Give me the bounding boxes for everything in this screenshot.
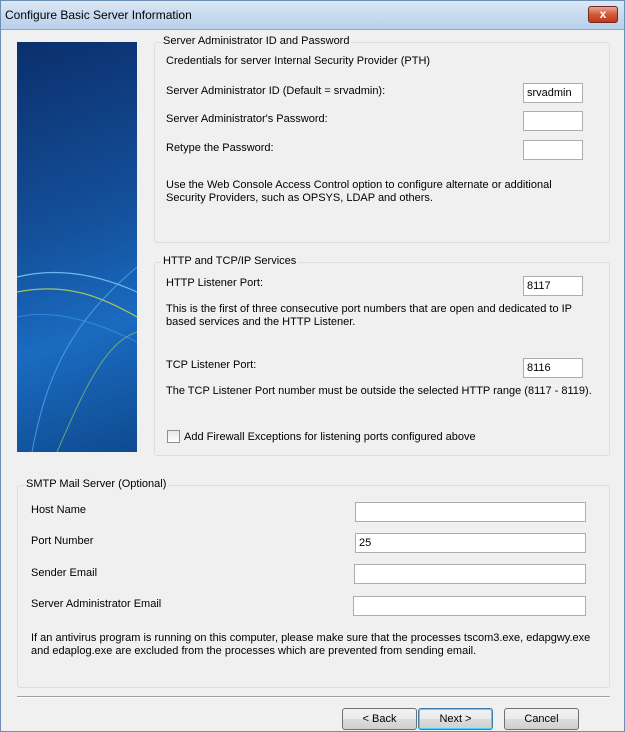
back-button[interactable]: < Back (342, 708, 417, 730)
close-icon: x (599, 7, 607, 21)
admin-id-label: Server Administrator ID (Default = srvadmin): (166, 85, 386, 97)
retype-password-label: Retype the Password: (166, 142, 274, 154)
sender-email-label: Sender Email (31, 567, 98, 579)
http-port-input[interactable]: 8117 (523, 276, 583, 296)
admin-group-legend: Server Administrator ID and Password (163, 35, 350, 47)
button-separator (17, 696, 610, 698)
antivirus-info-text: If an antivirus program is running on this computer, please make sure that the processes tscom3.exe, edapgwy.exe and edaplog.exe are excluded from the processes which are prevented from sending email. (31, 632, 591, 657)
sender-email-input[interactable] (354, 564, 586, 584)
http-port-info: This is the first of three consecutive port numbers that are open and dedicated to IP based services and the HTTP Listener. (166, 303, 572, 328)
password-label: Server Administrator's Password: (166, 113, 328, 125)
security-info-text: Use the Web Console Access Control option to configure alternate or additional Security Providers, such as OPSYS, LDAP and others. (166, 179, 552, 204)
host-name-input[interactable] (355, 502, 586, 522)
tcp-port-label: TCP Listener Port: (166, 359, 257, 371)
admin-email-input[interactable] (353, 596, 586, 616)
smtp-group-legend: SMTP Mail Server (Optional) (26, 478, 167, 490)
window-title: Configure Basic Server Information (5, 8, 192, 22)
cancel-button[interactable]: Cancel (504, 708, 579, 730)
wizard-banner-image (17, 42, 137, 452)
credentials-text: Credentials for server Internal Security Provider (PTH) (166, 55, 431, 67)
port-number-input[interactable]: 25 (355, 533, 586, 553)
admin-email-label: Server Administrator Email (31, 598, 162, 610)
host-name-label: Host Name (31, 504, 87, 516)
firewall-label[interactable]: Add Firewall Exceptions for listening ports configured above (184, 431, 476, 443)
firewall-checkbox[interactable] (167, 430, 180, 443)
next-button[interactable]: Next > (418, 708, 493, 730)
tcp-port-info: The TCP Listener Port number must be outside the selected HTTP range (8117 - 8119). (166, 385, 592, 397)
retype-password-input[interactable] (523, 140, 583, 160)
title-bar[interactable] (1, 1, 624, 30)
password-input[interactable] (523, 111, 583, 131)
port-number-label: Port Number (31, 535, 94, 547)
http-port-label: HTTP Listener Port: (166, 277, 263, 289)
tcp-port-input[interactable]: 8116 (523, 358, 583, 378)
close-button[interactable] (588, 6, 618, 23)
http-group-legend: HTTP and TCP/IP Services (163, 255, 297, 267)
admin-id-input[interactable]: srvadmin (523, 83, 583, 103)
